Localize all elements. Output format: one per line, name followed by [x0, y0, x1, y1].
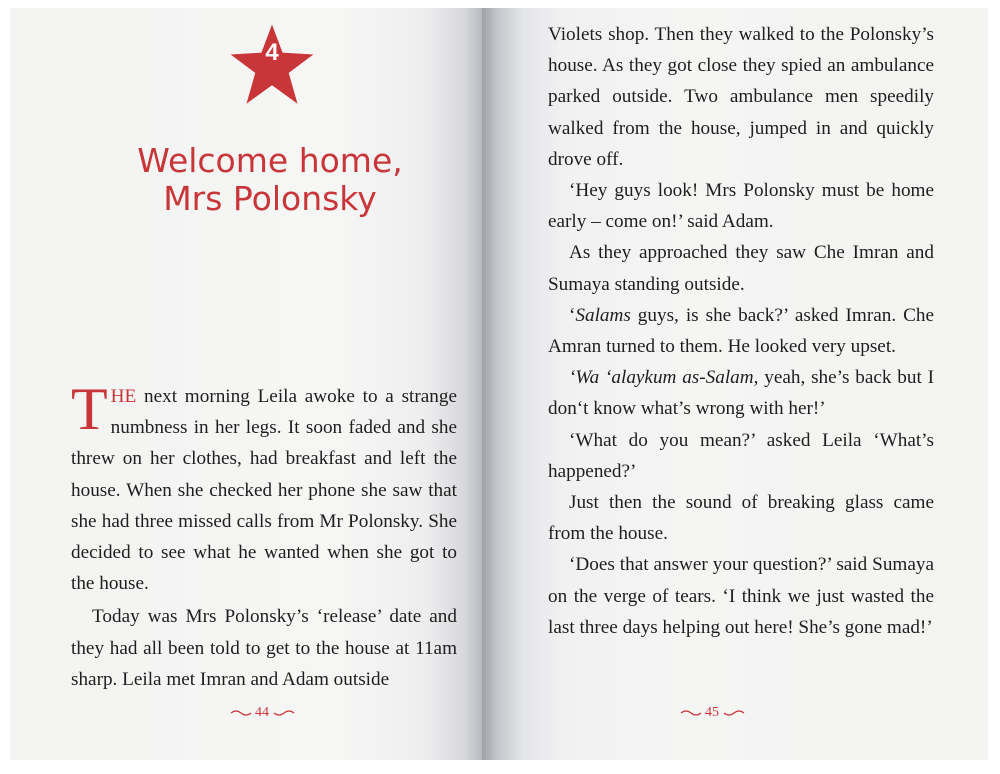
left-page-body: [71, 376, 457, 695]
paragraph: [71, 376, 457, 599]
right-page-body: [548, 19, 934, 643]
paragraph: [548, 362, 934, 424]
paragraph-text: next morning Leila awoke to a strange numbness in her legs. It soon faded and she threw on her clothes, had breakfast and left the house. When she checked her phone she saw that she had three missed calls from Mr Polonsky. She decided to see what he wanted when she got to the house.: [71, 386, 457, 595]
paragraph: [548, 300, 934, 362]
paragraph-text: , yeah, she’s back but I don‘t know what’s wrong with her!’: [548, 367, 934, 420]
right-page: [482, 8, 988, 760]
page-number-right: [632, 704, 792, 722]
paragraph: Today was Mrs Polonsky’s ‘release’ date and they had all been told to get to the house at 11am sharp. Leila met Imran and Adam outside: [71, 606, 457, 690]
chapter-title-line-1: Welcome home,: [137, 141, 403, 180]
page-number: 45: [705, 705, 719, 720]
ornament-right-icon: [723, 709, 745, 717]
ornament-left-icon: [680, 709, 702, 717]
ornament-left-icon: [230, 709, 252, 717]
paragraph: ‘What do you mean?’ asked Leila ‘What’s happened?’: [548, 429, 934, 482]
page-number-left: [182, 704, 342, 722]
paragraph: Violets shop. Then they walked to the Polonsky’s house. As they got close they spied an ambulance parked outside. Two ambulance men speedily walked from the house, jumped in and quickly drove off.: [548, 24, 934, 170]
chapter-title-line-2: Mrs Polonsky: [163, 179, 377, 218]
chapter-number: 4: [265, 39, 279, 66]
paragraph: ‘Does that answer your question?’ said Sumaya on the verge of tears. ‘I think we just wasted the last three days helping out here! She’s gone mad!’: [548, 554, 934, 638]
italic-greeting: Salams: [575, 304, 631, 326]
paragraph: Just then the sound of breaking glass came from the house.: [548, 492, 934, 545]
drop-cap: T: [71, 376, 108, 442]
quote-mark: ‘: [569, 304, 576, 326]
chapter-title: [110, 142, 430, 218]
paragraph-text: guys, is she back?’ asked Imran. Che Amran turned to them. He looked very upset.: [548, 304, 934, 358]
paragraph: ‘Hey guys look! Mrs Polonsky must be home early – come on!’ said Adam.: [548, 180, 934, 233]
italic-greeting: ‘Wa ‘alaykum as-Salam: [569, 367, 754, 389]
opening-small-caps: HE: [110, 386, 137, 407]
page-number: 44: [255, 705, 269, 720]
ornament-right-icon: [273, 709, 295, 717]
paragraph: As they approached they saw Che Imran and Sumaya standing outside.: [548, 242, 934, 295]
left-page: [10, 8, 482, 760]
